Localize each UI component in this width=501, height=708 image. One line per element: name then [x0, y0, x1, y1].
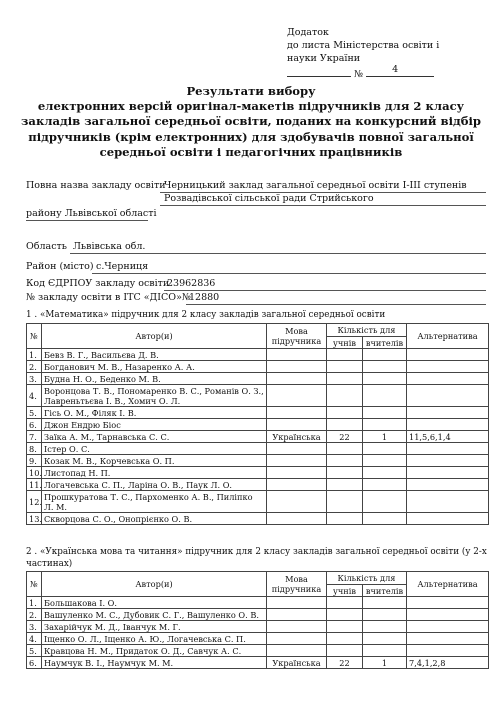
language-cell: Українська	[267, 431, 327, 443]
pupils-count-cell	[327, 361, 363, 373]
school-underline-3	[26, 220, 148, 221]
alternative-cell	[407, 373, 489, 385]
language-cell	[267, 419, 327, 431]
pupils-count-cell	[327, 633, 363, 645]
date-blank	[287, 65, 351, 77]
region-value: Львівська обл.	[73, 241, 146, 252]
language-cell	[267, 443, 327, 455]
school-name-line-3: району Львівської області	[26, 208, 157, 219]
table-row	[27, 431, 489, 443]
table-row	[27, 657, 489, 669]
edrpou-label: Код ЄДРПОУ закладу освіти	[26, 278, 170, 289]
row-number: 4.	[27, 633, 42, 645]
title-line-2: електронних версій оригінал-макетів підручників для 2 класу	[37, 99, 465, 114]
appendix-line-3: науки України	[287, 53, 361, 64]
row-number: 2.	[27, 609, 42, 621]
teachers-count-cell	[363, 479, 407, 491]
teachers-count-cell	[363, 633, 407, 645]
author-cell: Заїка А. М., Тарнавська С. С.	[42, 431, 267, 443]
author-cell: Скворцова С. О., Онопрієнко О. В.	[42, 513, 267, 525]
author-cell: Богданович М. В., Назаренко А. А.	[42, 361, 267, 373]
alternative-cell	[407, 349, 489, 361]
school-name-line-2: Розвадівської сільської ради Стрийського	[164, 193, 374, 204]
pupils-count-cell	[327, 455, 363, 467]
language-cell	[267, 407, 327, 419]
alternative-cell	[407, 597, 489, 609]
table-row	[27, 467, 489, 479]
teachers-count-cell	[363, 443, 407, 455]
header-author: Автор(и)	[42, 572, 267, 597]
table-row	[27, 597, 489, 609]
region-label: Область	[26, 241, 67, 252]
header-teachers: вчителів	[363, 337, 407, 349]
row-number: 8.	[27, 443, 42, 455]
pupils-count-cell	[327, 491, 363, 513]
district-label: Район (місто)	[26, 261, 94, 272]
pupils-count-cell	[327, 609, 363, 621]
row-number: 4.	[27, 385, 42, 407]
pupils-count-cell	[327, 513, 363, 525]
table-row	[27, 491, 489, 513]
pupils-count-cell: 22	[327, 431, 363, 443]
row-number: 3.	[27, 621, 42, 633]
alternative-cell	[407, 361, 489, 373]
school-name-line-1: Черницький заклад загальної середньої освіти І-ІІІ ступенів	[164, 180, 467, 191]
teachers-count-cell: 1	[363, 657, 407, 669]
alternative-cell: 7,4,1,2,8	[407, 657, 489, 669]
alternative-cell	[407, 455, 489, 467]
alternative-cell	[407, 621, 489, 633]
pupils-count-cell	[327, 419, 363, 431]
row-number: 9.	[27, 455, 42, 467]
language-cell	[267, 373, 327, 385]
author-cell: Будна Н. О., Беденко М. В.	[42, 373, 267, 385]
header-alternative: Альтернатива	[407, 324, 489, 349]
header-quantity: Кількість для	[327, 324, 407, 337]
region-underline	[70, 253, 486, 254]
teachers-count-cell	[363, 609, 407, 621]
author-cell: Листопад Н. П.	[42, 467, 267, 479]
teachers-count-cell	[363, 455, 407, 467]
teachers-count-cell	[363, 491, 407, 513]
author-cell: Істер О. С.	[42, 443, 267, 455]
teachers-count-cell	[363, 467, 407, 479]
alternative-cell	[407, 479, 489, 491]
row-number: 13.	[27, 513, 42, 525]
title-line-3: закладів загальної середньої освіти, поданих на конкурсний відбір	[21, 114, 481, 129]
language-cell	[267, 455, 327, 467]
teachers-count-cell	[363, 597, 407, 609]
row-number: 2.	[27, 361, 42, 373]
header-author: Автор(и)	[42, 324, 267, 349]
appendix-line-1: Додаток	[287, 27, 329, 38]
language-cell	[267, 491, 327, 513]
pupils-count-cell	[327, 349, 363, 361]
header-language: Мова підручника	[267, 572, 327, 597]
edrpou-value: 23962836	[167, 278, 216, 289]
its-underline	[186, 304, 486, 305]
row-number: 12.	[27, 491, 42, 513]
appendix-number-line	[287, 65, 487, 81]
alternative-cell	[407, 513, 489, 525]
ukrainian-textbooks-table	[26, 571, 489, 669]
table-row	[27, 385, 489, 407]
teachers-count-cell	[363, 645, 407, 657]
teachers-count-cell	[363, 407, 407, 419]
title-line-4: підручників (крім електронних) для здобувачів повної загальної	[28, 129, 474, 144]
language-cell	[267, 479, 327, 491]
header-num: №	[27, 572, 42, 597]
language-cell	[267, 597, 327, 609]
alternative-cell	[407, 385, 489, 407]
header-teachers: вчителів	[363, 585, 407, 597]
header-num: №	[27, 324, 42, 349]
district-underline	[92, 273, 486, 274]
pupils-count-cell	[327, 373, 363, 385]
its-label: № закладу освіти в ІТС «ДІСО»№	[26, 292, 191, 303]
row-number: 6.	[27, 419, 42, 431]
table-row	[27, 455, 489, 467]
teachers-count-cell	[363, 373, 407, 385]
row-number: 5.	[27, 407, 42, 419]
section-2-caption: 2 . «Українська мова та читання» підручник для 2 класу закладів загальної середньої освіти (у 2-х частинах)	[26, 547, 487, 569]
title-line-1: Результати вибору	[186, 84, 316, 98]
author-cell: Кравцова Н. М., Придаток О. Д., Савчук А. С.	[42, 645, 267, 657]
letter-number	[366, 65, 434, 77]
header-pupils: учнів	[327, 585, 363, 597]
letter-number-value: 4	[392, 64, 399, 75]
title-line-5: середньої освіти і педагогічних працівників	[99, 144, 403, 159]
row-number: 1.	[27, 349, 42, 361]
alternative-cell	[407, 645, 489, 657]
document-title	[20, 84, 482, 160]
header-quantity: Кількість для	[327, 572, 407, 585]
district-value: с.Черниця	[96, 261, 149, 272]
school-underline-2	[160, 205, 486, 206]
its-value: 12880	[189, 292, 220, 303]
row-number: 11.	[27, 479, 42, 491]
author-cell: Прошкуратова Т. С., Пархоменко А. В., Пиліпко Л. М.	[42, 491, 267, 513]
table-row	[27, 645, 489, 657]
author-cell: Воронцова Т. В., Пономаренко В. С., Романів О. З., Лавреньтьєва І. В., Хомич О. Л.	[42, 385, 267, 407]
author-cell: Джон Ендрю Біос	[42, 419, 267, 431]
author-cell: Захарійчук М. Д., Іванчук М. Г.	[42, 621, 267, 633]
table-row	[27, 513, 489, 525]
alternative-cell	[407, 419, 489, 431]
author-cell: Іщенко О. Л., Іщенко А. Ю., Логачевська С. П.	[42, 633, 267, 645]
pupils-count-cell	[327, 407, 363, 419]
author-cell: Гісь О. М., Філяк І. В.	[42, 407, 267, 419]
pupils-count-cell	[327, 443, 363, 455]
pupils-count-cell	[327, 597, 363, 609]
language-cell	[267, 385, 327, 407]
table-row	[27, 407, 489, 419]
author-cell: Бевз В. Г., Васильєва Д. В.	[42, 349, 267, 361]
table-row	[27, 443, 489, 455]
table-row	[27, 621, 489, 633]
header-language: Мова підручника	[267, 324, 327, 349]
table-row	[27, 349, 489, 361]
pupils-count-cell	[327, 645, 363, 657]
number-sign: №	[354, 69, 364, 80]
alternative-cell	[407, 407, 489, 419]
section-1-caption: 1 . «Математика» підручник для 2 класу закладів загальної середньої освіти	[26, 310, 386, 320]
pupils-count-cell	[327, 467, 363, 479]
author-cell: Наумчук В. І., Наумчук М. М.	[42, 657, 267, 669]
alternative-cell: 11,5,6,1,4	[407, 431, 489, 443]
table-row	[27, 419, 489, 431]
header-alternative: Альтернатива	[407, 572, 489, 597]
alternative-cell	[407, 491, 489, 513]
author-cell: Козак М. В., Корчевська О. П.	[42, 455, 267, 467]
row-number: 1.	[27, 597, 42, 609]
language-cell	[267, 513, 327, 525]
language-cell	[267, 633, 327, 645]
author-cell: Большакова І. О.	[42, 597, 267, 609]
row-number: 7.	[27, 431, 42, 443]
language-cell	[267, 467, 327, 479]
language-cell	[267, 645, 327, 657]
teachers-count-cell	[363, 349, 407, 361]
appendix-block	[287, 26, 487, 81]
teachers-count-cell	[363, 385, 407, 407]
table-row	[27, 609, 489, 621]
language-cell	[267, 621, 327, 633]
table-row	[27, 361, 489, 373]
language-cell	[267, 609, 327, 621]
math-textbooks-table	[26, 323, 489, 525]
alternative-cell	[407, 633, 489, 645]
language-cell	[267, 361, 327, 373]
pupils-count-cell	[327, 621, 363, 633]
language-cell: Українська	[267, 657, 327, 669]
author-cell: Логачевська С. П., Ларіна О. В., Паук Л. О.	[42, 479, 267, 491]
teachers-count-cell	[363, 621, 407, 633]
alternative-cell	[407, 443, 489, 455]
teachers-count-cell	[363, 419, 407, 431]
table-row	[27, 633, 489, 645]
row-number: 3.	[27, 373, 42, 385]
table-row	[27, 479, 489, 491]
teachers-count-cell	[363, 513, 407, 525]
pupils-count-cell	[327, 479, 363, 491]
alternative-cell	[407, 467, 489, 479]
pupils-count-cell	[327, 385, 363, 407]
table-row	[27, 373, 489, 385]
row-number: 6.	[27, 657, 42, 669]
author-cell: Вашуленко М. С., Дубовик С. Г., Вашуленко О. В.	[42, 609, 267, 621]
teachers-count-cell	[363, 361, 407, 373]
alternative-cell	[407, 609, 489, 621]
school-label: Повна назва закладу освіти	[26, 180, 166, 191]
row-number: 10.	[27, 467, 42, 479]
pupils-count-cell: 22	[327, 657, 363, 669]
header-pupils: учнів	[327, 337, 363, 349]
teachers-count-cell: 1	[363, 431, 407, 443]
row-number: 5.	[27, 645, 42, 657]
edrpou-underline	[164, 290, 486, 291]
appendix-line-2: до листа Міністерства освіти і	[287, 40, 440, 51]
language-cell	[267, 349, 327, 361]
